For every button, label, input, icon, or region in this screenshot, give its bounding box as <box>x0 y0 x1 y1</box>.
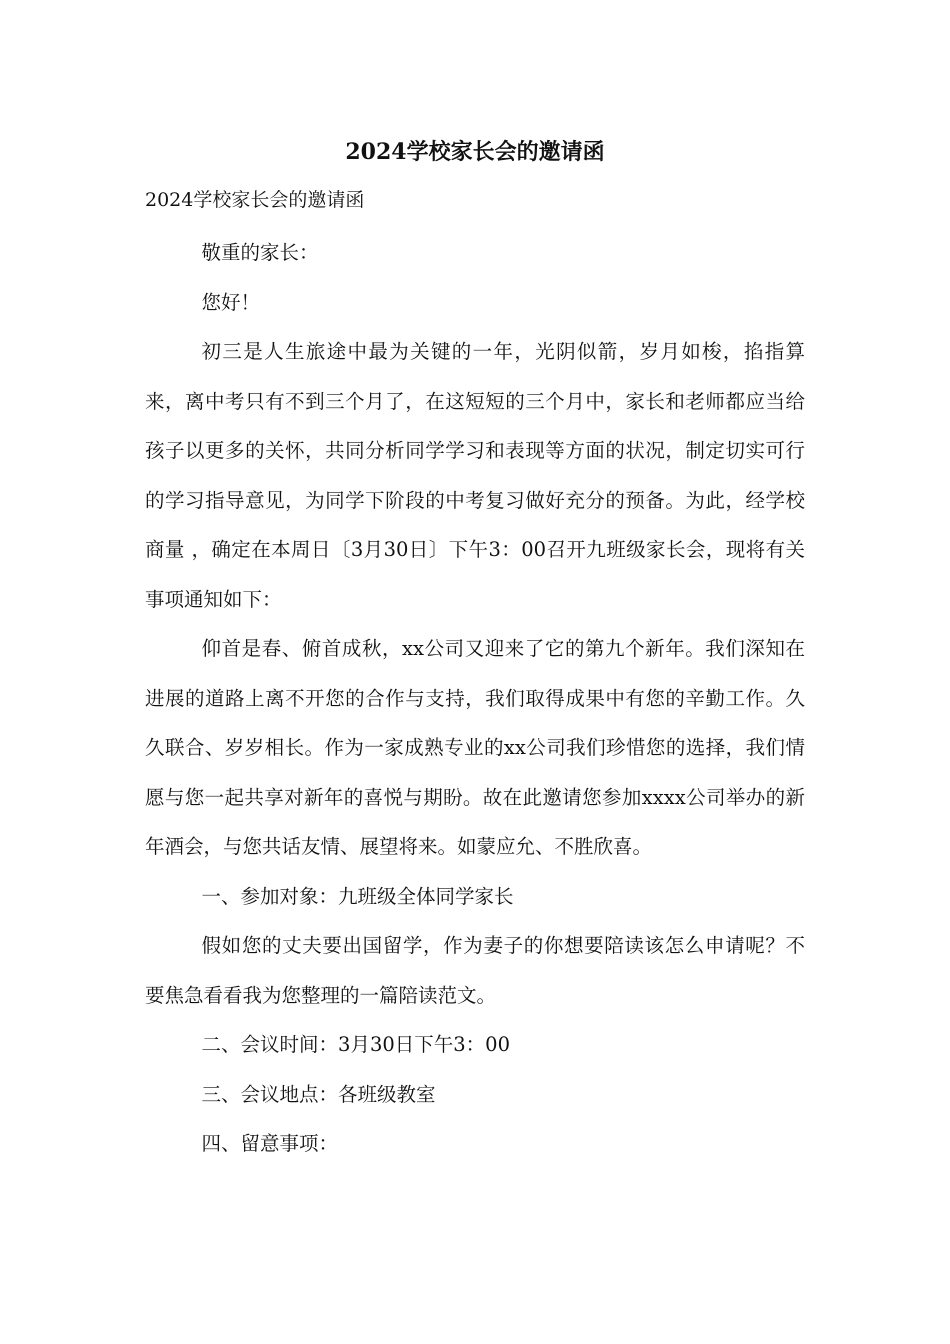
document-body <box>145 228 805 1169</box>
item-notes: 四、留意事项： <box>201 1132 339 1155</box>
document-subtitle: 2024学校家长会的邀请函 <box>145 189 365 211</box>
intro-paragraph: 初三是人生旅途中最为关键的一年，光阴似箭，岁月如梭，掐指算来，离中考只有不到三个月了，在这短短的三个月中，家长和老师都应当给孩子以更多的关怀，共同分析同学学习和表现等方面的状况，制定切实可行的学习指导意见，为同学下阶段的中考复习做好充分的预备。为此，经学校商量 ，确定在本周日〔3月30日〕下午3：00召开九班级家长会，现将有关事项通知如下： <box>145 340 805 611</box>
item-meeting-location: 三、会议地点：各班级教室 <box>201 1082 436 1106</box>
greeting-hello: 您好！ <box>201 290 261 314</box>
item-meeting-time: 二、会议时间：3月30日下午3：00 <box>201 1033 510 1056</box>
item-participants: 一、参加对象：九班级全体同学家长 <box>201 884 514 908</box>
study-companion-paragraph: 假如您的丈夫要出国留学，作为妻子的你想要陪读该怎么申请呢？不要焦急看看我为您整理的一篇陪读范文。 <box>145 934 805 1007</box>
greeting-salutation: 敬重的家长： <box>201 241 319 264</box>
company-paragraph: 仰首是春、俯首成秋，xx公司又迎来了它的第九个新年。我们深知在进展的道路上离不开您的合作与支持，我们取得成果中有您的辛勤工作。久久联合、岁岁相长。作为一家成熟专业的xx公司我们珍惜您的选择，我们情愿与您一起共享对新年的喜悦与期盼。故在此邀请您参加xxxx公司举办的新年酒会，与您共话友情、展望将来。如蒙应允、不胜欣喜。 <box>145 637 805 858</box>
document-title: 2024学校家长会的邀请函 <box>345 139 605 165</box>
